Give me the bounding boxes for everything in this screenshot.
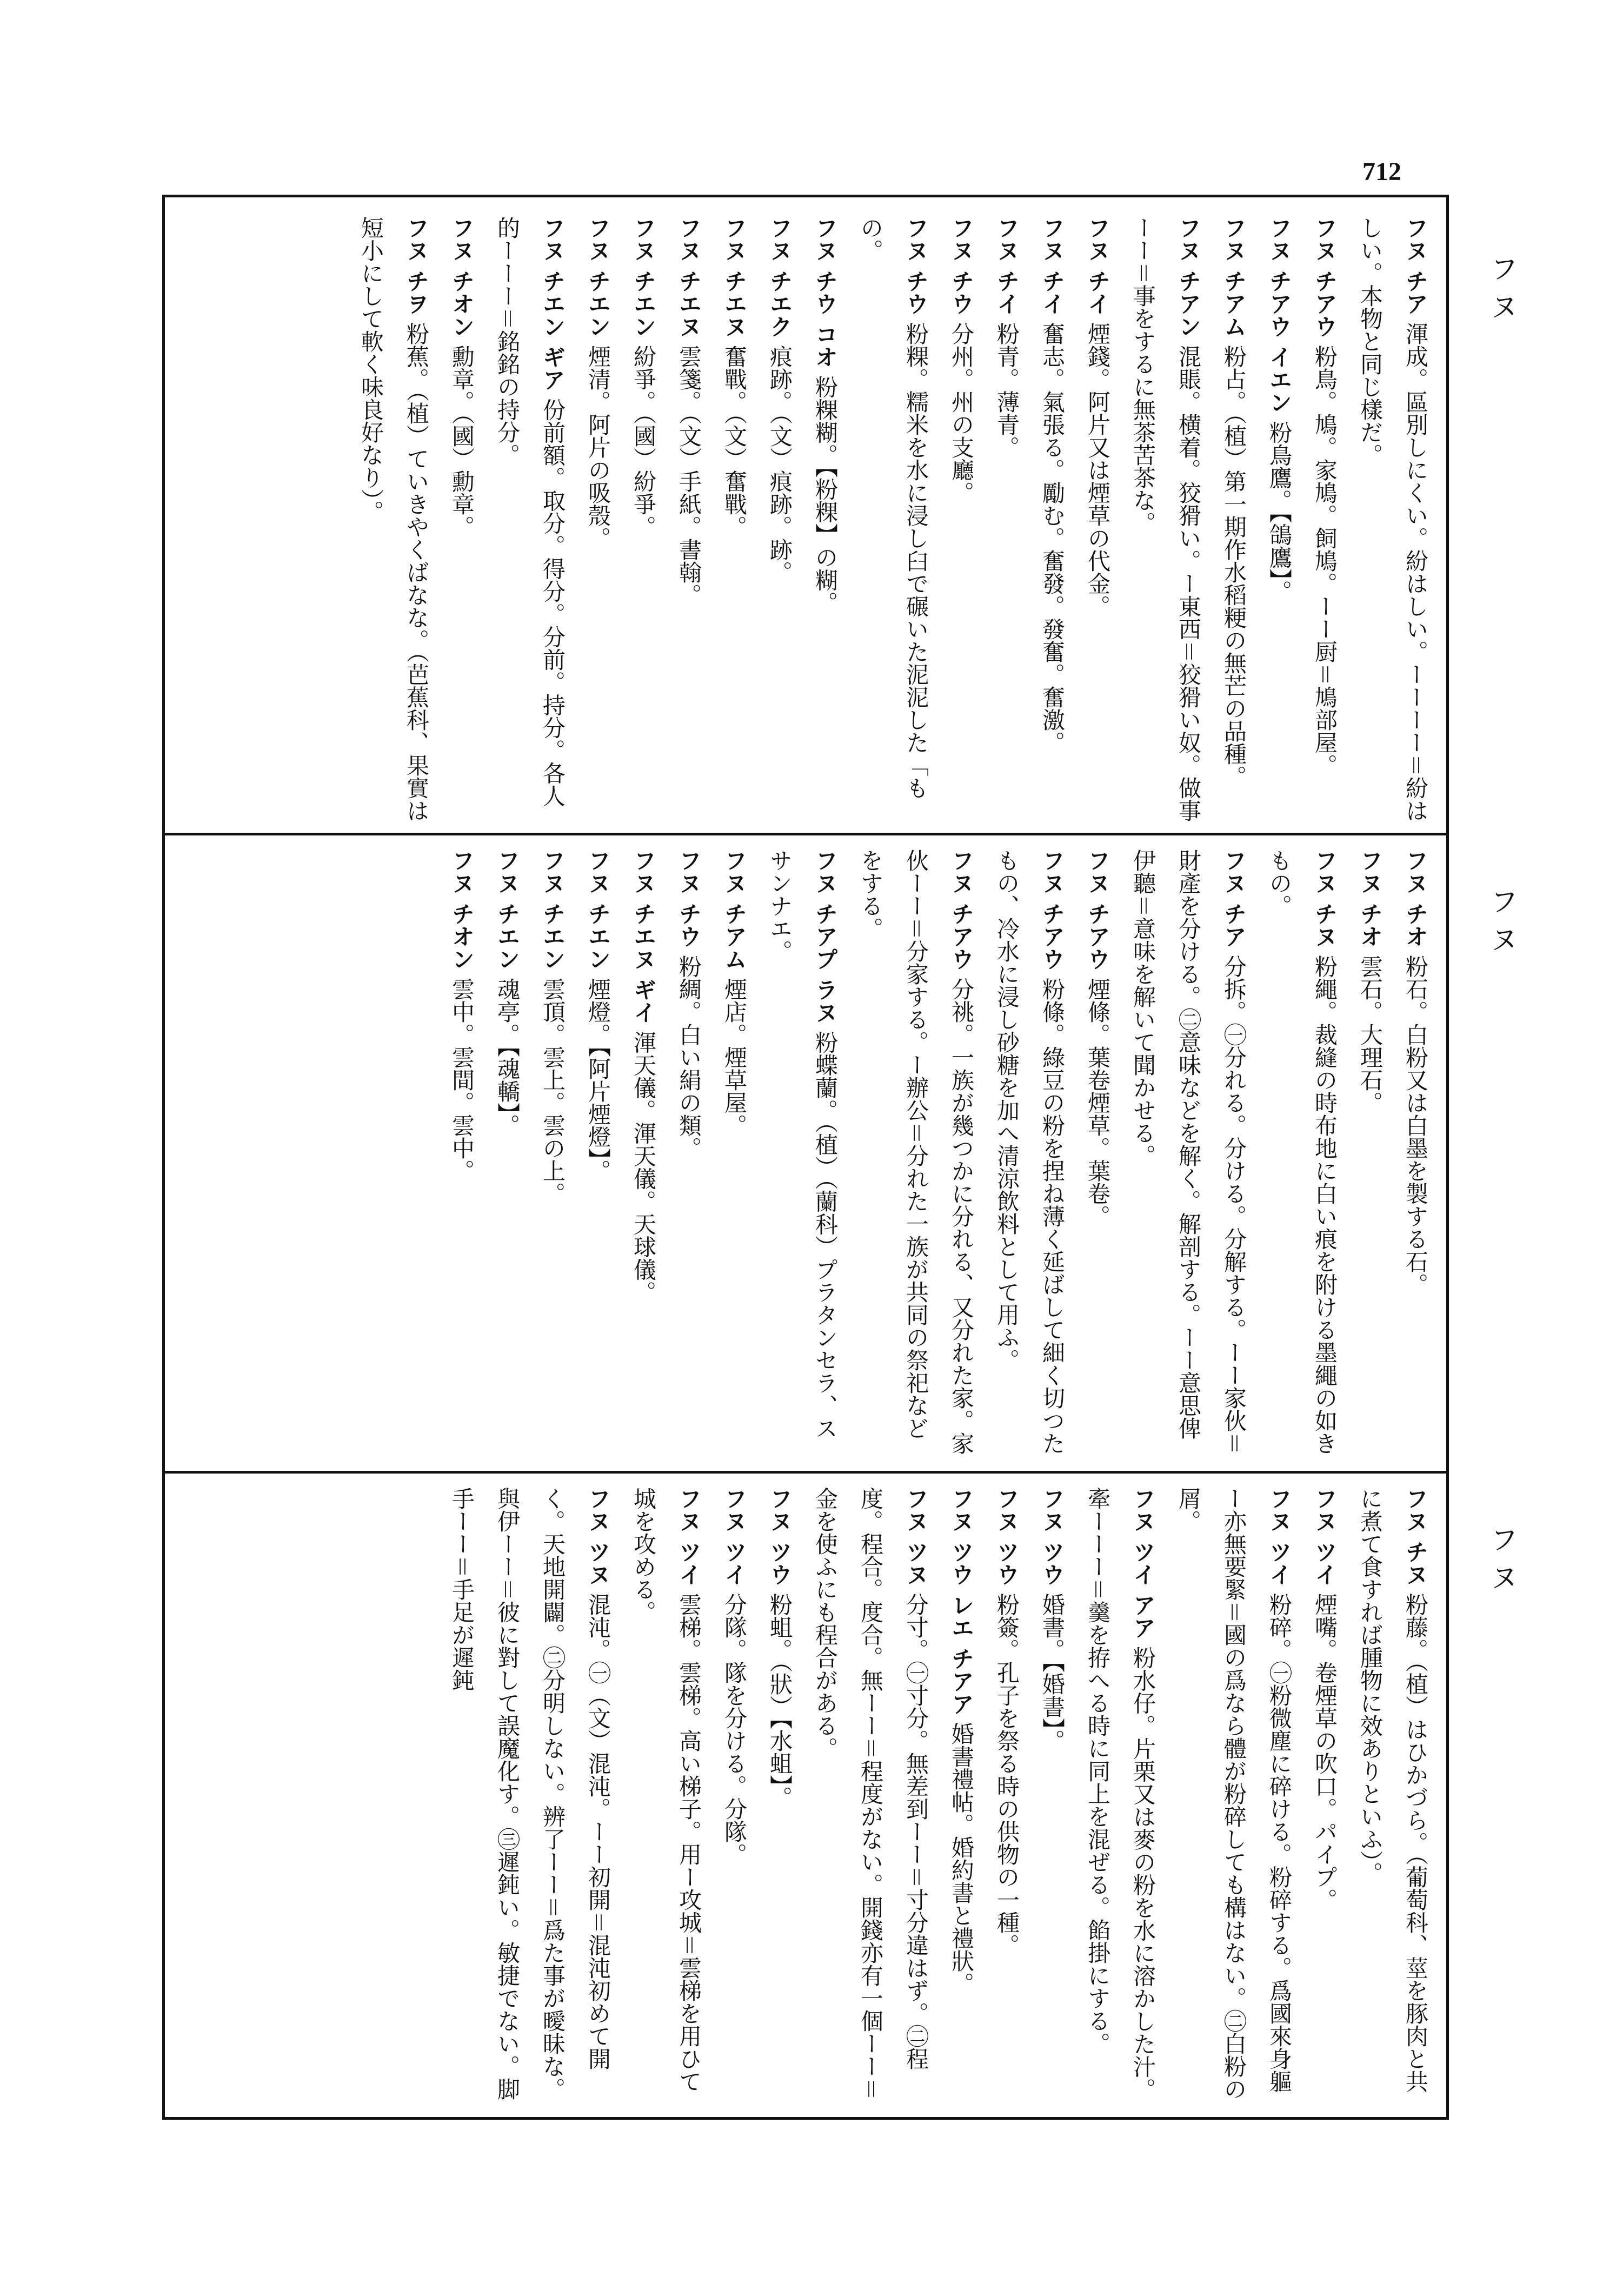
band-divider-2: [162, 1471, 1449, 1474]
entry-definition: 勳章。（國）勳章。: [449, 337, 475, 538]
dictionary-entry: [757, 1487, 802, 2109]
dictionary-band-bottom: [178, 1487, 1438, 2109]
entry-definition: 粉條。綠豆の粉を捏ね薄く延ばして細く切つたもの、冷水に浸し砂糖を加へ清涼飲料として用ふ。: [994, 849, 1066, 1455]
dictionary-entry: [439, 1487, 621, 2109]
dictionary-entry: [484, 216, 575, 822]
entry-definition: 粉蕉。（植）ていきやくばなな。（芭蕉科、果實は短小にして軟く味良好なり）。: [358, 216, 430, 822]
dictionary-entry: [1302, 216, 1347, 822]
dictionary-entry: [621, 1487, 711, 2109]
entry-headword: フヌ チア: [1402, 216, 1429, 315]
dictionary-entry: [984, 216, 1029, 822]
dictionary-entry: [848, 849, 984, 1460]
dictionary-entry: [666, 216, 711, 822]
entry-headword: フヌ チオ: [1357, 849, 1383, 948]
dictionary-entry: [711, 216, 757, 822]
dictionary-entry: [984, 849, 1075, 1460]
entry-definition: 魂亭。【魂轎】。: [494, 970, 521, 1137]
dictionary-entry: [802, 1487, 939, 2109]
entry-definition: 煙錢。阿片又は煙草の代金。: [1085, 315, 1111, 618]
entry-definition: 煙清。阿片の吸殼。: [585, 337, 611, 549]
entry-definition: 混沌。㊀（文）混沌。ーー初開＝混沌初めて開く。天地開闢。㊁分明しない。辨了ーー＝爲た事が曖昧な。與伊ーー＝彼に對して誤魔化す。㊂遲鈍い。敏捷でない。脚手ーー＝手足が遲鈍: [449, 1487, 611, 2100]
entry-definition: 粉占。（植）第一期作水稻粳の無芒の品種。: [1221, 337, 1247, 788]
entry-headword: フヌ チアウ: [948, 849, 975, 971]
entry-definition: 分拆。㊀分れる。分ける。分解する。ーー家伙＝財產を分ける。㊁意味などを解く。解剖する。ーー意思俾伊聽＝意味を解いて聞かせる。: [1130, 849, 1247, 1455]
entry-definition: 煙嘴。卷煙草の吹口。パイプ。: [1312, 1585, 1338, 1911]
entry-headword: フヌ チウ コオ: [812, 216, 839, 369]
entry-headword: フヌ チオン: [449, 849, 475, 971]
entry-headword: フヌ ツウ: [1039, 1487, 1066, 1586]
entry-headword: フヌ チア: [1221, 849, 1247, 948]
entry-headword: フヌ ツイ: [721, 1487, 748, 1586]
dictionary-entry: [348, 216, 439, 822]
dictionary-entry: [575, 849, 621, 1460]
entry-definition: 分寸。㊀寸分。無差到ーー＝寸分違はず。㊁程度。程合。度合。無ーー＝程度がない。開錢亦有一個ーー＝金を使ふにも程合がある。: [812, 1487, 929, 2100]
entry-headword: フヌ チアプ ラヌ: [812, 849, 839, 1024]
dictionary-entry: [1029, 1487, 1075, 2109]
dictionary-entry: [1075, 1487, 1166, 2109]
entry-definition: 粉水仔。片栗又は麥の粉を水に溶かした汁。牽ーーー＝羹を拵へる時に同上を混ぜる。餡掛にする。: [1085, 1487, 1156, 2101]
entry-definition: 粉鳥。鳩。家鳩。飼鳩。ーー厨＝鳩部屋。: [1312, 337, 1338, 777]
entry-headword: フヌ チアウ: [1312, 216, 1338, 338]
dictionary-entry: [1120, 849, 1256, 1460]
dictionary-entry: [1347, 849, 1393, 1460]
dictionary-entry: [939, 1487, 984, 2109]
dictionary-entry: [1211, 216, 1256, 822]
entry-definition: 粉石。白粉又は白墨を製する石。: [1402, 947, 1429, 1296]
entry-headword: フヌ ツヌ: [903, 1487, 929, 1586]
entry-headword: フヌ ツイ アア: [1130, 1487, 1156, 1640]
dictionary-entry: [711, 1487, 757, 2109]
running-head: フヌ: [1485, 254, 1518, 330]
dictionary-entry: [1256, 216, 1302, 822]
entry-headword: フヌ ツヌ: [585, 1487, 611, 1586]
entry-headword: フヌ チエン: [585, 849, 611, 971]
entry-definition: 雲箋。（文）手紙。書翰。: [676, 337, 702, 606]
entry-definition: 粉簽。孔子を祭る時の供物の一種。: [994, 1585, 1020, 1956]
entry-definition: 渾天儀。渾天儀。天球儀。: [630, 1024, 657, 1304]
dictionary-entry: [939, 216, 984, 822]
entry-headword: フヌ チエン: [540, 849, 566, 971]
dictionary-entry: [1347, 216, 1438, 822]
band-divider-1: [162, 833, 1449, 835]
entry-headword: フヌ ツウ: [767, 1487, 793, 1586]
entry-headword: フヌ チエク: [767, 216, 793, 338]
dictionary-entry: [711, 849, 757, 1460]
dictionary-entry: [848, 216, 939, 822]
dictionary-entry: [484, 849, 530, 1460]
entry-headword: フヌ チイ: [994, 216, 1020, 315]
entry-definition: 粉粿。糯米を水に浸し臼で碾いた泥泥した「もの。: [857, 216, 929, 799]
entry-definition: 粉綢。白い絹の類。: [676, 947, 702, 1159]
dictionary-entry: [757, 216, 802, 822]
entry-headword: フヌ チエン ギア: [540, 216, 566, 391]
entry-headword: フヌ チエヌ: [676, 216, 702, 338]
entry-definition: 雲中。雲間。雲中。: [449, 970, 475, 1182]
entry-headword: フヌ チエヌ: [721, 216, 748, 338]
entry-definition: 奮志。氣張る。勵む。奮發。發奮。奮激。: [1039, 315, 1066, 754]
entry-headword: フヌ ツウ: [994, 1487, 1020, 1586]
dictionary-entry: [575, 216, 621, 822]
entry-headword: フヌ チアウ: [1039, 849, 1066, 971]
dictionary-entry: [666, 849, 711, 1460]
entry-definition: 粉蛆。（狀）【水蛆】。: [767, 1585, 793, 1809]
entry-definition: 紛爭。（國）紛爭。: [630, 337, 657, 538]
dictionary-entry: [439, 849, 484, 1460]
entry-definition: 分隊。隊を分ける。分隊。: [721, 1585, 748, 1866]
entry-definition: 份前額。取分。得分。分前。持分。各人的ーーー＝銘銘の持分。: [494, 216, 566, 807]
entry-headword: フヌ チウ: [948, 216, 975, 315]
entry-definition: 渾成。區別しにくい。紛はしい。ーーーー＝紛はしい。本物と同じ樣だ。: [1357, 216, 1429, 822]
entry-headword: フヌ チオ: [1402, 849, 1429, 948]
entry-definition: 粉鳥鷹。【鴿鷹】。: [1266, 414, 1293, 603]
page-number: 712: [1362, 157, 1401, 186]
entry-definition: 粉粿糊。【粉粿】の糊。: [812, 368, 839, 614]
entry-headword: フヌ チエヌ ギイ: [630, 849, 657, 1024]
entry-definition: 混賬。横着。狡猾い。ー東西＝狡猾い奴。做事ーー＝事をするに無茶苦茶な。: [1130, 216, 1202, 822]
running-head: フヌ: [1485, 1525, 1518, 1601]
entry-definition: 痕跡。（文）痕跡。跡。: [767, 337, 793, 583]
entry-headword: フヌ チエン: [585, 216, 611, 338]
entry-headword: フヌ チヌ: [1312, 849, 1338, 948]
entry-definition: 粉碎。㊀粉微塵に碎ける。粉碎する。爲國來身軀ー亦無要緊＝國の爲なら體が粉碎しても構はない。㊁白粉の屑。: [1175, 1487, 1293, 2100]
entry-headword: フヌ チアウ イエン: [1266, 216, 1293, 414]
entry-headword: フヌ チウ: [676, 849, 702, 948]
entry-definition: 雲梯。雲梯。高い梯子。用ー攻城＝雲梯を用ひて城を攻める。: [630, 1487, 702, 2093]
entry-definition: 煙燈。【阿片煙燈】。: [585, 970, 611, 1182]
entry-definition: 奮戰。（文）奮戰。: [721, 337, 748, 538]
entry-definition: 分州。州の支廳。: [948, 315, 975, 504]
dictionary-entry: [1075, 849, 1120, 1460]
dictionary-entry: [984, 1487, 1029, 2109]
entry-definition: 煙條。葉卷煙草。葉卷。: [1085, 970, 1111, 1227]
entry-headword: フヌ ツイ: [676, 1487, 702, 1586]
entry-definition: 粉藤。（植）はひかづら。（葡萄科、莖を豚肉と共に煮て食すれば腫物に效ありといふ）。: [1357, 1487, 1429, 2093]
dictionary-entry: [757, 849, 848, 1460]
dictionary-band-middle: [178, 849, 1438, 1460]
entry-headword: フヌ チアム: [1221, 216, 1247, 338]
dictionary-entry: [1256, 849, 1347, 1460]
entry-headword: フヌ チイ: [1039, 216, 1066, 315]
entry-definition: 粉青。薄青。: [994, 315, 1020, 459]
dictionary-entry: [1347, 1487, 1438, 2109]
entry-definition: 雲石。大理石。: [1357, 947, 1383, 1114]
dictionary-entry: [1120, 216, 1211, 822]
running-head: フヌ: [1485, 887, 1518, 963]
entry-headword: フヌ チエン: [494, 849, 521, 971]
dictionary-entry: [439, 216, 484, 822]
dictionary-entry: [1075, 216, 1120, 822]
entry-definition: 煙店。煙草屋。: [721, 970, 748, 1137]
entry-headword: フヌ チエン: [630, 216, 657, 338]
entry-headword: フヌ チヌ: [1402, 1487, 1429, 1586]
entry-definition: 分祧。一族が幾つかに分れる、又分れた家。家伙ーー＝分家する。ー辦公＝分れた一族が共同の祭祀などをする。: [857, 849, 975, 1455]
entry-definition: 粉繩。裁縫の時布地に白い痕を附ける墨繩の如きもの。: [1266, 849, 1338, 1455]
dictionary-entry: [1302, 1487, 1347, 2109]
entry-headword: フヌ ツイ: [1266, 1487, 1293, 1586]
entry-definition: 婚書禮帖。婚約書と禮狀。: [948, 1715, 975, 1995]
dictionary-entry: [1029, 216, 1075, 822]
dictionary-entry: [621, 216, 666, 822]
dictionary-band-top: [178, 216, 1438, 822]
entry-headword: フヌ チアウ: [1085, 849, 1111, 971]
entry-headword: フヌ ツイ: [1312, 1487, 1338, 1586]
dictionary-entry: [530, 849, 575, 1460]
dictionary-entry: [1393, 849, 1438, 1460]
entry-definition: 粉蝶蘭。（植）（蘭科）プラタンセラ、スサンナエ。: [767, 849, 839, 1440]
dictionary-entry: [802, 216, 848, 822]
entry-headword: フヌ ツウ レエ チアア: [948, 1487, 975, 1715]
entry-headword: フヌ チウ: [903, 216, 929, 315]
dictionary-entry: [1166, 1487, 1302, 2109]
entry-headword: フヌ チアム: [721, 849, 748, 971]
entry-headword: フヌ チイ: [1085, 216, 1111, 315]
entry-headword: フヌ チアン: [1175, 216, 1202, 338]
entry-headword: フヌ チオン: [449, 216, 475, 338]
entry-definition: 雲頂。雲上。雲の上。: [540, 970, 566, 1205]
dictionary-entry: [621, 849, 666, 1460]
entry-definition: 婚書。【婚書】。: [1039, 1585, 1066, 1752]
entry-headword: フヌ チヲ: [403, 216, 430, 315]
